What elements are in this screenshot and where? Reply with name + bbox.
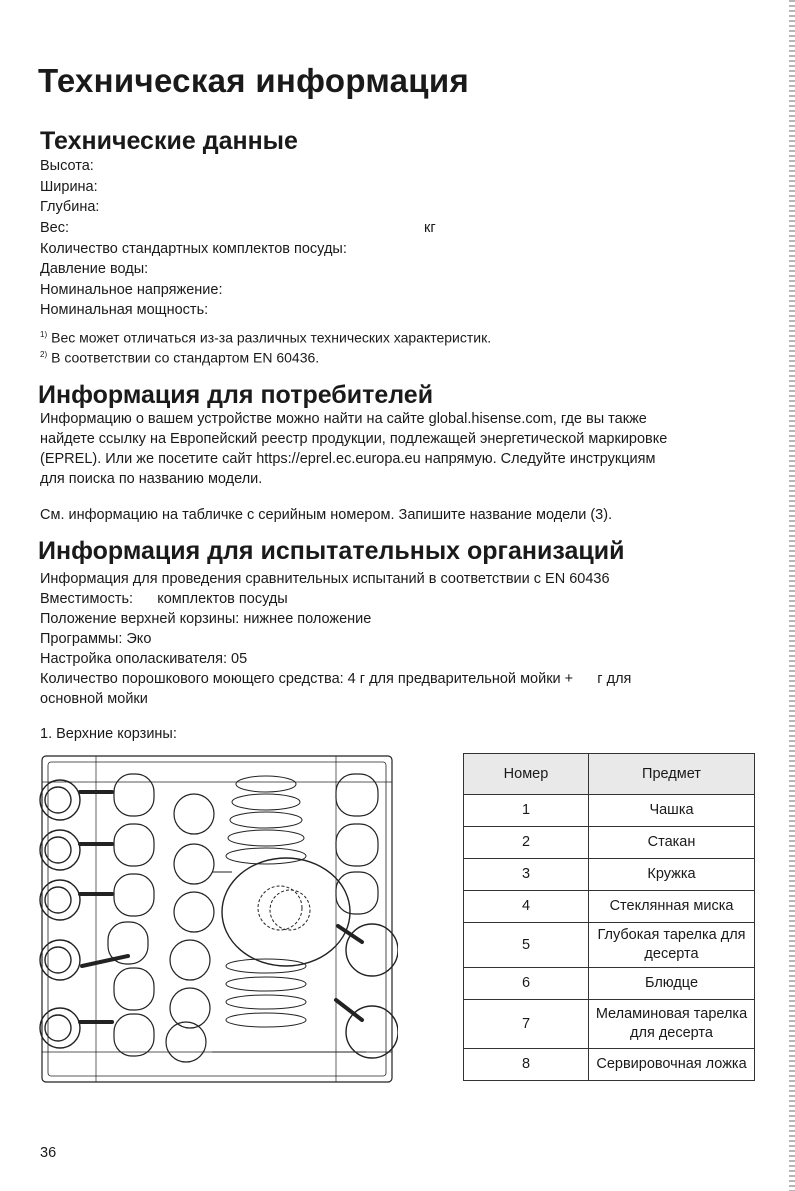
header-number: Номер [464, 754, 589, 795]
testing-text-line: Вместимость: комплектов посуды [40, 591, 288, 607]
items-table [463, 753, 755, 1081]
row-number: 8 [464, 1049, 589, 1081]
row-number: 7 [464, 1000, 589, 1049]
table-row [464, 923, 755, 968]
testing-info-heading: Информация для испытательных организаций [38, 537, 625, 565]
footnote-1-text: Вес может отличаться из-за различных технических характеристик. [51, 329, 492, 346]
testing-text-line: Настройка ополаскивателя: 05 [40, 651, 248, 667]
basket-caption: 1. Верхние корзины: [40, 726, 177, 742]
spec-width: Ширина: [40, 179, 98, 195]
row-number: 1 [464, 795, 589, 827]
row-number: 6 [464, 968, 589, 1000]
page-number: 36 [40, 1145, 57, 1161]
table-row [464, 827, 755, 859]
table-row [464, 1000, 755, 1049]
consumer-text-line: для поиска по названию модели. [40, 471, 263, 487]
row-item: Глубокая тарелка для десерта [589, 923, 755, 968]
row-item: Блюдце [589, 968, 755, 1000]
consumer-info-heading: Информация для потребителей [38, 381, 434, 409]
page-edge-marks [789, 0, 795, 1191]
testing-text-line: Информация для проведения сравнительных испытаний в соответствии с EN 60436 [40, 571, 610, 587]
spec-depth: Глубина: [40, 199, 100, 215]
upper-basket-diagram [36, 752, 398, 1090]
testing-text-line: Количество порошкового моющего средства: 4 г для предварительной мойки + г для [40, 671, 632, 687]
footnote-1 [40, 326, 491, 347]
consumer-text-line: найдете ссылку на Европейский реестр продукции, подлежащей энергетической маркировке [40, 431, 668, 447]
row-item: Стеклянная миска [589, 891, 755, 923]
footnote-1-mark: 1) [40, 330, 48, 339]
row-item: Стакан [589, 827, 755, 859]
page-title: Техническая информация [38, 62, 470, 99]
footnote-2-mark: 2) [40, 350, 48, 359]
spec-weight: Вес: [40, 220, 70, 236]
testing-text-line: основной мойки [40, 691, 148, 707]
spec-water-pressure: Давление воды: [40, 261, 149, 277]
table-header-row [464, 754, 755, 795]
table-row [464, 968, 755, 1000]
footnote-2-text: В соответствии со стандартом EN 60436. [51, 349, 320, 366]
row-number: 2 [464, 827, 589, 859]
table-row [464, 1049, 755, 1081]
table-row [464, 891, 755, 923]
consumer-text-line: Информацию о вашем устройстве можно найти на сайте global.hisense.com, где вы также [40, 411, 647, 427]
footnote-2 [40, 346, 319, 367]
spec-rated-voltage: Номинальное напряжение: [40, 282, 223, 298]
table-row [464, 859, 755, 891]
testing-text-line: Программы: Эко [40, 631, 152, 647]
header-item: Предмет [589, 754, 755, 795]
spec-height: Высота: [40, 158, 94, 174]
tech-data-heading: Технические данные [40, 127, 298, 155]
spec-weight-unit: кг [424, 220, 436, 236]
row-item: Кружка [589, 859, 755, 891]
testing-text-line: Положение верхней корзины: нижнее положение [40, 611, 372, 627]
row-number: 3 [464, 859, 589, 891]
row-item: Сервировочная ложка [589, 1049, 755, 1081]
row-item: Меламиновая тарелка для десерта [589, 1000, 755, 1049]
row-number: 4 [464, 891, 589, 923]
row-number: 5 [464, 923, 589, 968]
table-row [464, 795, 755, 827]
spec-rated-power: Номинальная мощность: [40, 302, 209, 318]
consumer-text-line: (EPREL). Или же посетите сайт https://eprel.ec.europa.eu напрямую. Следуйте инструкциям [40, 451, 656, 467]
row-item: Чашка [589, 795, 755, 827]
consumer-note: См. информацию на табличке с серийным номером. Запишите название модели (3). [40, 507, 613, 523]
spec-place-settings: Количество стандартных комплектов посуды: [40, 241, 347, 257]
